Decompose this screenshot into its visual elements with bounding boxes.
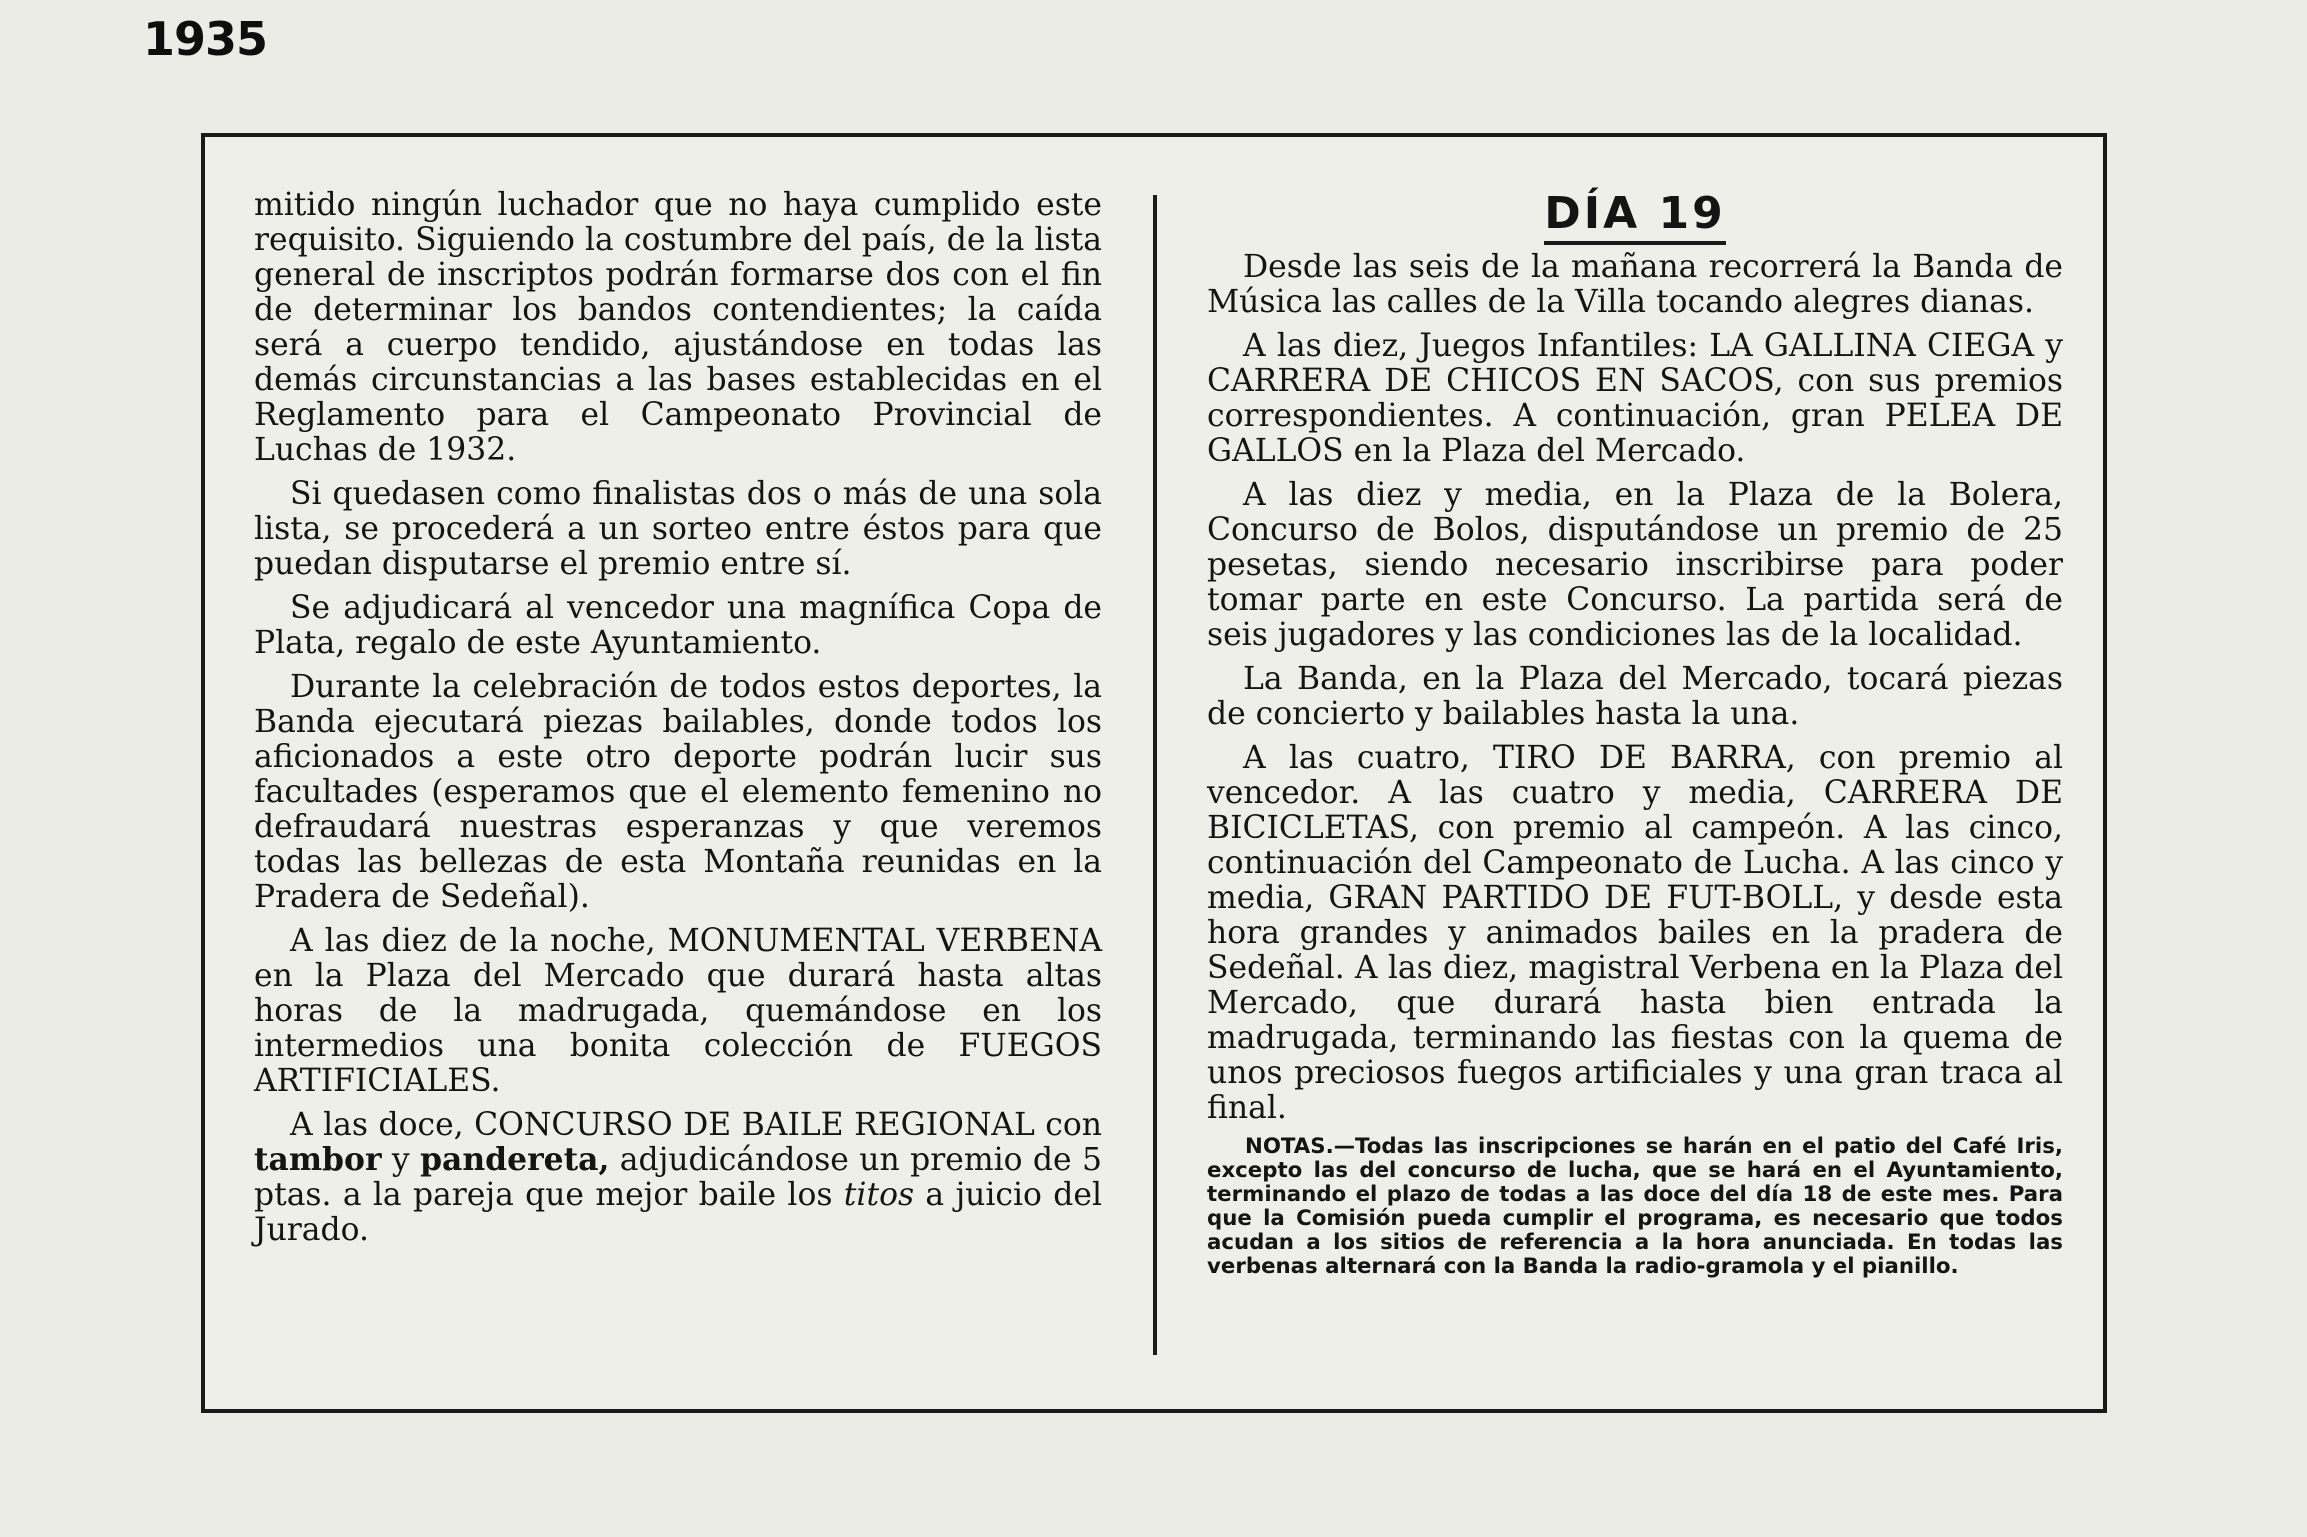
right-paragraph-2: A las diez, Juegos Infantiles: LA GALLINA CIEGA y CARRERA DE CHICOS EN SACOS, con sus premios correspondientes. A continuación, gran PELEA DE GALLOS en la Plaza del Mercado.: [1207, 328, 2063, 469]
left-paragraph-4: Durante la celebración de todos estos deportes, la Banda ejecutará piezas bailables, donde todos los aficionados a este otro deporte podrán lucir sus facultades (esperamos que el elemento femenino no defraudará nuestras esperanzas y que veremos todas las bellezas de esta Montaña reunidas en la Pradera de Sedeñal).: [254, 669, 1102, 915]
notes-block: [1207, 1135, 2063, 1279]
p6-italic-titos: titos: [843, 1177, 915, 1213]
left-paragraph-3: Se adjudicará al vencedor una magnífica Copa de Plata, regalo de este Ayuntamiento.: [254, 590, 1102, 661]
right-paragraph-4: La Banda, en la Plaza del Mercado, tocará piezas de concierto y bailables hasta la una.: [1207, 661, 2063, 732]
p6-bold-pandereta: pandereta,: [420, 1142, 610, 1178]
day-heading: [1207, 188, 2063, 240]
right-column: [1207, 188, 2063, 1279]
right-paragraph-5: A las cuatro, TIRO DE BARRA, con premio al vencedor. A las cuatro y media, CARRERA DE BICICLETAS, con premio al campeón. A las cinco, continuación del Campeonato de Lucha. A las cinco y media, GRAN PARTIDO DE FUT-BOLL, y desde esta hora grandes y animados bailes en la pradera de Sedeñal. A las diez, magistral Verbena en la Plaza del Mercado, que durará hasta bien entrada la madrugada, terminando las fiestas con la quema de unos preciosos fuegos artificiales y una gran traca al final.: [1207, 740, 2063, 1126]
page-year: 1935: [143, 12, 268, 66]
right-paragraph-3: A las diez y media, en la Plaza de la Bolera, Concurso de Bolos, disputándose un premio de 25 pesetas, siendo necesario inscribirse para poder tomar parte en este Concurso. La partida será de seis jugadores y las condiciones las de la localidad.: [1207, 477, 2063, 653]
p6-bold-tambor: tambor: [254, 1142, 382, 1178]
p6-text-b: adjudicándose un premio de 5 ptas. a la pareja que mejor baile los: [254, 1142, 1102, 1213]
column-divider: [1153, 195, 1157, 1355]
p6-text-c: a juicio del Jurado.: [254, 1177, 1102, 1248]
notes-text: NOTAS.—Todas las inscripciones se harán en el patio del Café Iris, excepto las del concurso de lucha, que se hará en el Ayuntamiento, terminando el plazo de todas a las doce del día 18 de este mes. Para que la Comisión pueda cumplir el programa, es necesario que todos acudan a los sitios de referencia a la hora anunciada. En todas las verbenas alternará con la Banda la radio-gramola y el pianillo.: [1207, 1134, 2063, 1279]
day-heading-text: DÍA 19: [1544, 188, 1726, 245]
left-paragraph-1: mitido ningún luchador que no haya cumplido este requisito. Siguiendo la costumbre del país, de la lista general de inscriptos podrán formarse dos con el fin de determinar los bandos contendientes; la caída será a cuerpo tendido, ajustándose en todas las demás circunstancias a las bases establecidas en el Reglamento para el Campeonato Provincial de Luchas de 1932.: [254, 187, 1102, 468]
p6-text-y: y: [391, 1142, 410, 1178]
left-column: [254, 188, 1102, 1248]
left-paragraph-2: Si quedasen como finalistas dos o más de una sola lista, se procederá a un sorteo entre éstos para que puedan disputarse el premio entre sí.: [254, 476, 1102, 582]
right-paragraph-1: Desde las seis de la mañana recorrerá la Banda de Música las calles de la Villa tocando alegres dianas.: [1207, 249, 2063, 320]
left-paragraph-5: A las diez de la noche, MONUMENTAL VERBENA en la Plaza del Mercado que durará hasta altas horas de la madrugada, quemándose en los intermedios una bonita colección de FUEGOS ARTIFICIALES.: [254, 923, 1102, 1099]
left-paragraph-6: [254, 1108, 1102, 1248]
p6-text-a: A las doce, CONCURSO DE BAILE REGIONAL con: [290, 1107, 1102, 1143]
